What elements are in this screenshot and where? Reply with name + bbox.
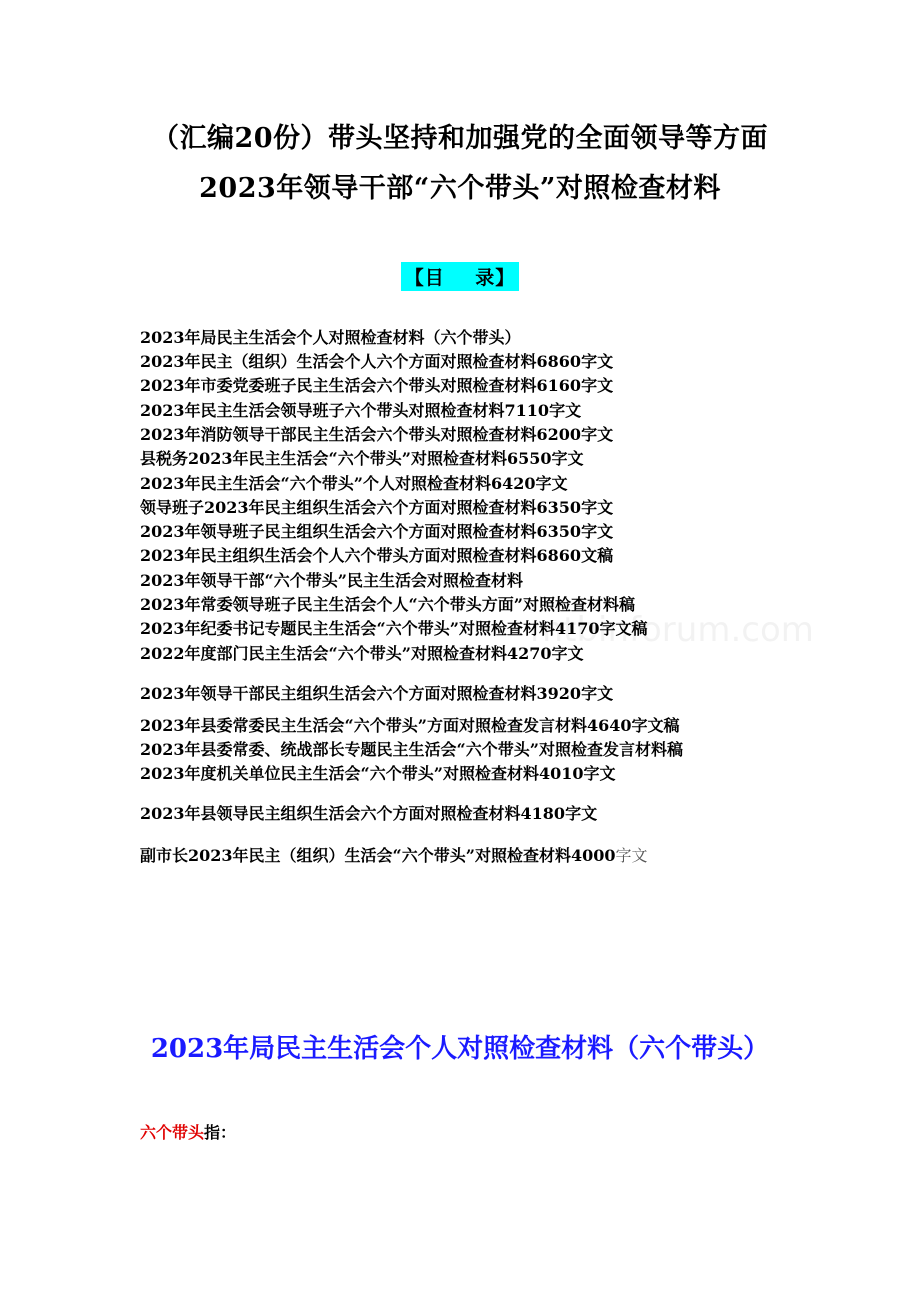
toc-header-wrap bbox=[0, 262, 920, 291]
toc-header: 【目 录】 bbox=[401, 262, 519, 291]
section-heading: 2023年局民主生活会个人对照检查材料（六个带头） bbox=[150, 1034, 770, 1064]
toc-item[interactable]: 2023年消防领导干部民主生活会六个带头对照检查材料6200字文 bbox=[140, 425, 614, 444]
toc-item[interactable]: 2023年民主组织生活会个人六个带头方面对照检查材料6860文稿 bbox=[140, 546, 614, 565]
toc-item[interactable]: 2022年度部门民主生活会“六个带头”对照检查材料4270字文 bbox=[140, 644, 584, 663]
toc-item[interactable]: 2023年领导干部民主组织生活会六个方面对照检查材料3920字文 bbox=[140, 684, 614, 703]
toc-item[interactable]: 2023年局民主生活会个人对照检查材料（六个带头） bbox=[140, 328, 521, 347]
toc-item[interactable]: 2023年纪委书记专题民主生活会“六个带头”对照检查材料4170字文稿 bbox=[140, 619, 648, 638]
note-black-text: 指： bbox=[204, 1123, 237, 1142]
toc-item[interactable]: 领导班子2023年民主组织生活会六个方面对照检查材料6350字文 bbox=[140, 498, 614, 517]
toc-item[interactable]: 2023年市委党委班子民主生活会六个带头对照检查材料6160字文 bbox=[140, 376, 614, 395]
toc-item[interactable]: 副市长2023年民主（组织）生活会“六个带头”对照检查材料4000字文 bbox=[140, 846, 648, 865]
toc-item[interactable]: 2023年县委常委、统战部长专题民主生活会“六个带头”对照检查发言材料稿 bbox=[140, 740, 683, 759]
toc-item[interactable]: 2023年度机关单位民主生活会“六个带头”对照检查材料4010字文 bbox=[140, 764, 616, 783]
toc-item[interactable]: 2023年领导班子民主组织生活会六个方面对照检查材料6350字文 bbox=[140, 522, 614, 541]
toc-item[interactable]: 2023年常委领导班子民主生活会个人“六个带头方面”对照检查材料稿 bbox=[140, 595, 635, 614]
note-line bbox=[140, 1120, 236, 1143]
toc-item[interactable]: 县税务2023年民主生活会“六个带头”对照检查材料6550字文 bbox=[140, 449, 584, 468]
note-red-text: 六个带头 bbox=[140, 1123, 205, 1142]
document-title-line-1: （汇编20份）带头坚持和加强党的全面领导等方面 bbox=[151, 123, 769, 154]
toc-item[interactable]: 2023年领导干部“六个带头”民主生活会对照检查材料 bbox=[140, 571, 523, 590]
document-title-line-2: 2023年领导干部“六个带头”对照检查材料 bbox=[199, 173, 721, 204]
toc-item[interactable]: 2023年县委常委民主生活会“六个带头”方面对照检查发言材料4640字文稿 bbox=[140, 716, 680, 735]
toc-item[interactable]: 2023年民主生活会“六个带头”个人对照检查材料6420字文 bbox=[140, 474, 568, 493]
toc-item-tail: 字文 bbox=[615, 846, 648, 865]
toc-item[interactable]: 2023年民主（组织）生活会个人六个方面对照检查材料6860字文 bbox=[140, 352, 614, 371]
toc-item[interactable]: 2023年民主生活会领导班子六个带头对照检查材料7110字文 bbox=[140, 401, 582, 420]
watermark: mtbinforum.com bbox=[530, 610, 814, 650]
toc-item[interactable]: 2023年县领导民主组织生活会六个方面对照检查材料4180字文 bbox=[140, 804, 598, 823]
